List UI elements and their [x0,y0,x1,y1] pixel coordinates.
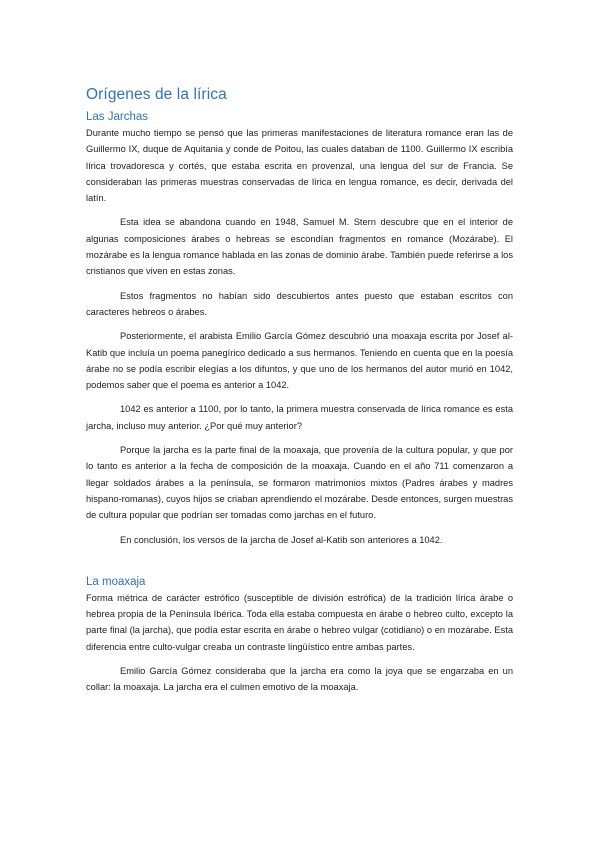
paragraph: Durante mucho tiempo se pensó que las primeras manifestaciones de literatura romance eran las de Guillermo IX, duque de Aquitania y conde de Poitou, las cuales databan de 1100. Guillermo IX escribía lírica trovadoresca y cortés, que estaba escrita en provenzal, una lengua del sur de Francia. Se consideraban las primeras muestras conservadas de lírica en lengua romance, es decir, derivada del latín. [86,128,513,204]
section-moaxaja [86,576,513,696]
paragraph: Esta idea se abandona cuando en 1948, Samuel M. Stern descubre que en el interior de algunas composiciones árabes o hebreas se escondían fragmentos en romance (Mozárabe). El mozárabe es la lengua romance hablada en las zonas de dominio árabe. También puede referirse a los cristianos que viven en estas zonas. [86,217,513,277]
paragraph: Forma métrica de carácter estrófico (susceptible de división estrófica) de la tradición lírica árabe o hebrea propia de la Península Ibérica. Toda ella estaba compuesta en árabe o hebreo culto, excepto la parte final (la jarcha), que podía estar escrita en árabe o hebreo vulgar (cotidiano) o en mozárabe. Esta diferencia entre culto-vulgar creaba un contraste lingüístico entre ambas partes. [86,592,513,652]
paragraph: Estos fragmentos no habían sido descubiertos antes puesto que estaban escritos con caracteres hebreos o árabes. [86,290,513,317]
page-title: Orígenes de la lírica [86,86,227,103]
paragraph: En conclusión, los versos de la jarcha de Josef al-Katib son anteriores a 1042. [120,534,443,545]
paragraph: Posteriormente, el arabista Emilio García Gómez descubrió una moaxaja escrita por Josef al-Katib que incluía un poema panegírico dedicado a sus hermanos. Teniendo en cuenta que en la poesía árabe no se podía escribir elegías a los difuntos, y que uno de los hermanos del autor murió en 1042, podemos saber que el poema es anterior a 1042. [86,331,513,391]
section-jarchas [86,111,513,548]
section-heading: La moaxaja [86,575,146,588]
spacer [86,556,513,576]
paragraph: 1042 es anterior a 1100, por lo tanto, la primera muestra conservada de lírica romance es esta jarcha, incluso muy anterior. ¿Por qué muy anterior? [86,404,513,431]
paragraph: Porque la jarcha es la parte final de la moaxaja, que provenía de la cultura popular, y que por lo tanto es anterior a la fecha de composición de la moaxaja. Cuando en el año 711 comenzaron a llegar soldados árabes a la península, se formaron matrimonios mixtos (Padres árabes y madres hispano-romanas), cuyos hijos se criaban aprendiendo el mozárabe. Desde entonces, surgen muestras de cultura popular que podrían ser tomadas como jarchas en el futuro. [86,445,513,521]
section-heading: Las Jarchas [86,111,149,123]
paragraph: Emilio García Gómez consideraba que la jarcha era como la joya que se engarzaba en un collar: la moaxaja. La jarcha era el culmen emotivo de la moaxaja. [86,666,513,693]
